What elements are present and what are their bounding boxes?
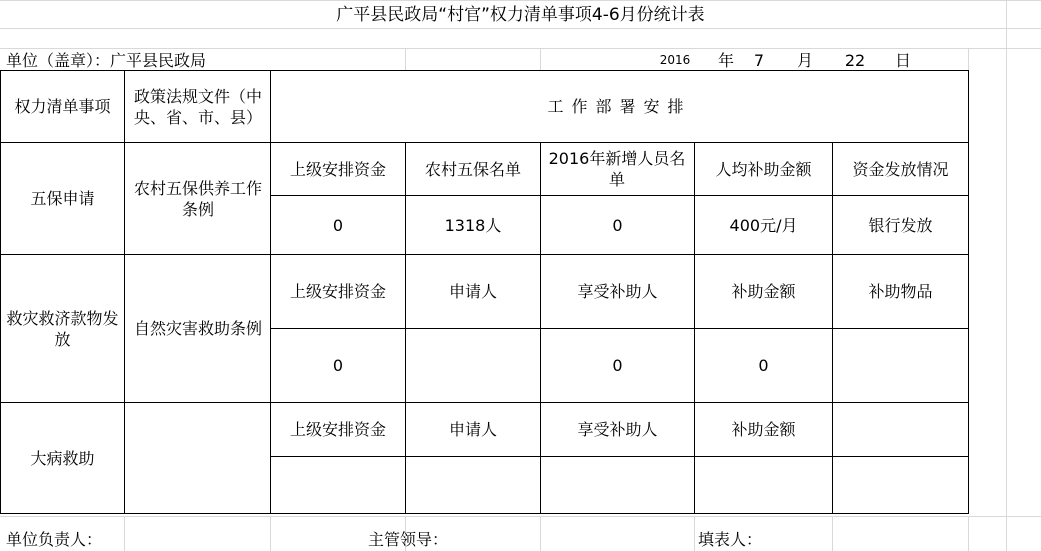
table-value-cell: 0 bbox=[612, 215, 623, 235]
table-header-cell: 资金发放情况 bbox=[852, 159, 949, 179]
section-item: 大病救助 bbox=[30, 448, 95, 468]
table-value-cell: 0 bbox=[332, 356, 344, 375]
section-policy bbox=[130, 403, 266, 513]
table-header-cell bbox=[833, 403, 968, 456]
table-value-cell bbox=[271, 457, 405, 513]
table-value-cell: 0 bbox=[758, 356, 769, 375]
section-policy: 农村五保供养工作条例 bbox=[133, 178, 262, 219]
column-header-policy: 政策法规文件（中央、省、市、县） bbox=[133, 86, 262, 127]
unit-label: 单位（盖章）：广平县民政局 bbox=[6, 50, 207, 70]
table-header-cell: 申请人 bbox=[448, 282, 497, 301]
table-value-cell: 1318人 bbox=[444, 215, 502, 235]
table-value-cell: 0 bbox=[332, 215, 344, 235]
table-header-cell: 农村五保名单 bbox=[424, 159, 521, 179]
table-header-cell: 2016年新增人员名单 bbox=[548, 149, 686, 189]
footer-supervisor: 主管领导： bbox=[368, 529, 449, 549]
table-value-cell bbox=[833, 457, 968, 513]
page-title: 广平县民政局“村官”权力清单事项4-6月份统计表 bbox=[336, 4, 705, 25]
section-policy: 自然灾害救助条例 bbox=[133, 319, 262, 338]
table-value-cell bbox=[833, 329, 968, 402]
table-header-cell: 享受补助人 bbox=[577, 282, 658, 301]
table-header-cell: 人均补助金额 bbox=[715, 159, 812, 179]
table-header-cell: 补助物品 bbox=[868, 282, 933, 301]
table-value-cell bbox=[406, 457, 540, 513]
column-header-item: 权力清单事项 bbox=[14, 97, 111, 116]
table-value-cell: 0 bbox=[612, 356, 623, 375]
footer-unit-head: 单位负责人： bbox=[6, 529, 103, 549]
table-value-cell: 400元/月 bbox=[729, 215, 798, 235]
table-value-cell bbox=[406, 329, 540, 402]
table-header-cell: 上级安排资金 bbox=[289, 159, 386, 179]
date-day-char: 日 bbox=[894, 50, 911, 70]
column-header-work: 工作部署安排 bbox=[547, 97, 692, 116]
table-value-cell: 银行发放 bbox=[868, 215, 933, 235]
section-item: 五保申请 bbox=[30, 189, 95, 208]
table-header-cell: 上级安排资金 bbox=[289, 282, 386, 301]
table-value-cell bbox=[541, 457, 694, 513]
footer-filler: 填表人： bbox=[698, 529, 763, 549]
table-header-cell: 补助金额 bbox=[731, 420, 796, 439]
date-year: 2016 bbox=[659, 52, 691, 67]
date-day: 22 bbox=[844, 50, 866, 70]
date-month: 7 bbox=[753, 50, 765, 70]
date-year-char: 年 bbox=[717, 50, 734, 70]
table-header-cell: 补助金额 bbox=[731, 282, 796, 301]
date-month-char: 月 bbox=[796, 50, 813, 70]
table-value-cell bbox=[695, 457, 832, 513]
section-item: 救灾救济款物发放 bbox=[6, 308, 119, 349]
table-header-cell: 享受补助人 bbox=[577, 420, 658, 439]
table-header-cell: 申请人 bbox=[448, 420, 497, 439]
table-header-cell: 上级安排资金 bbox=[289, 420, 386, 439]
